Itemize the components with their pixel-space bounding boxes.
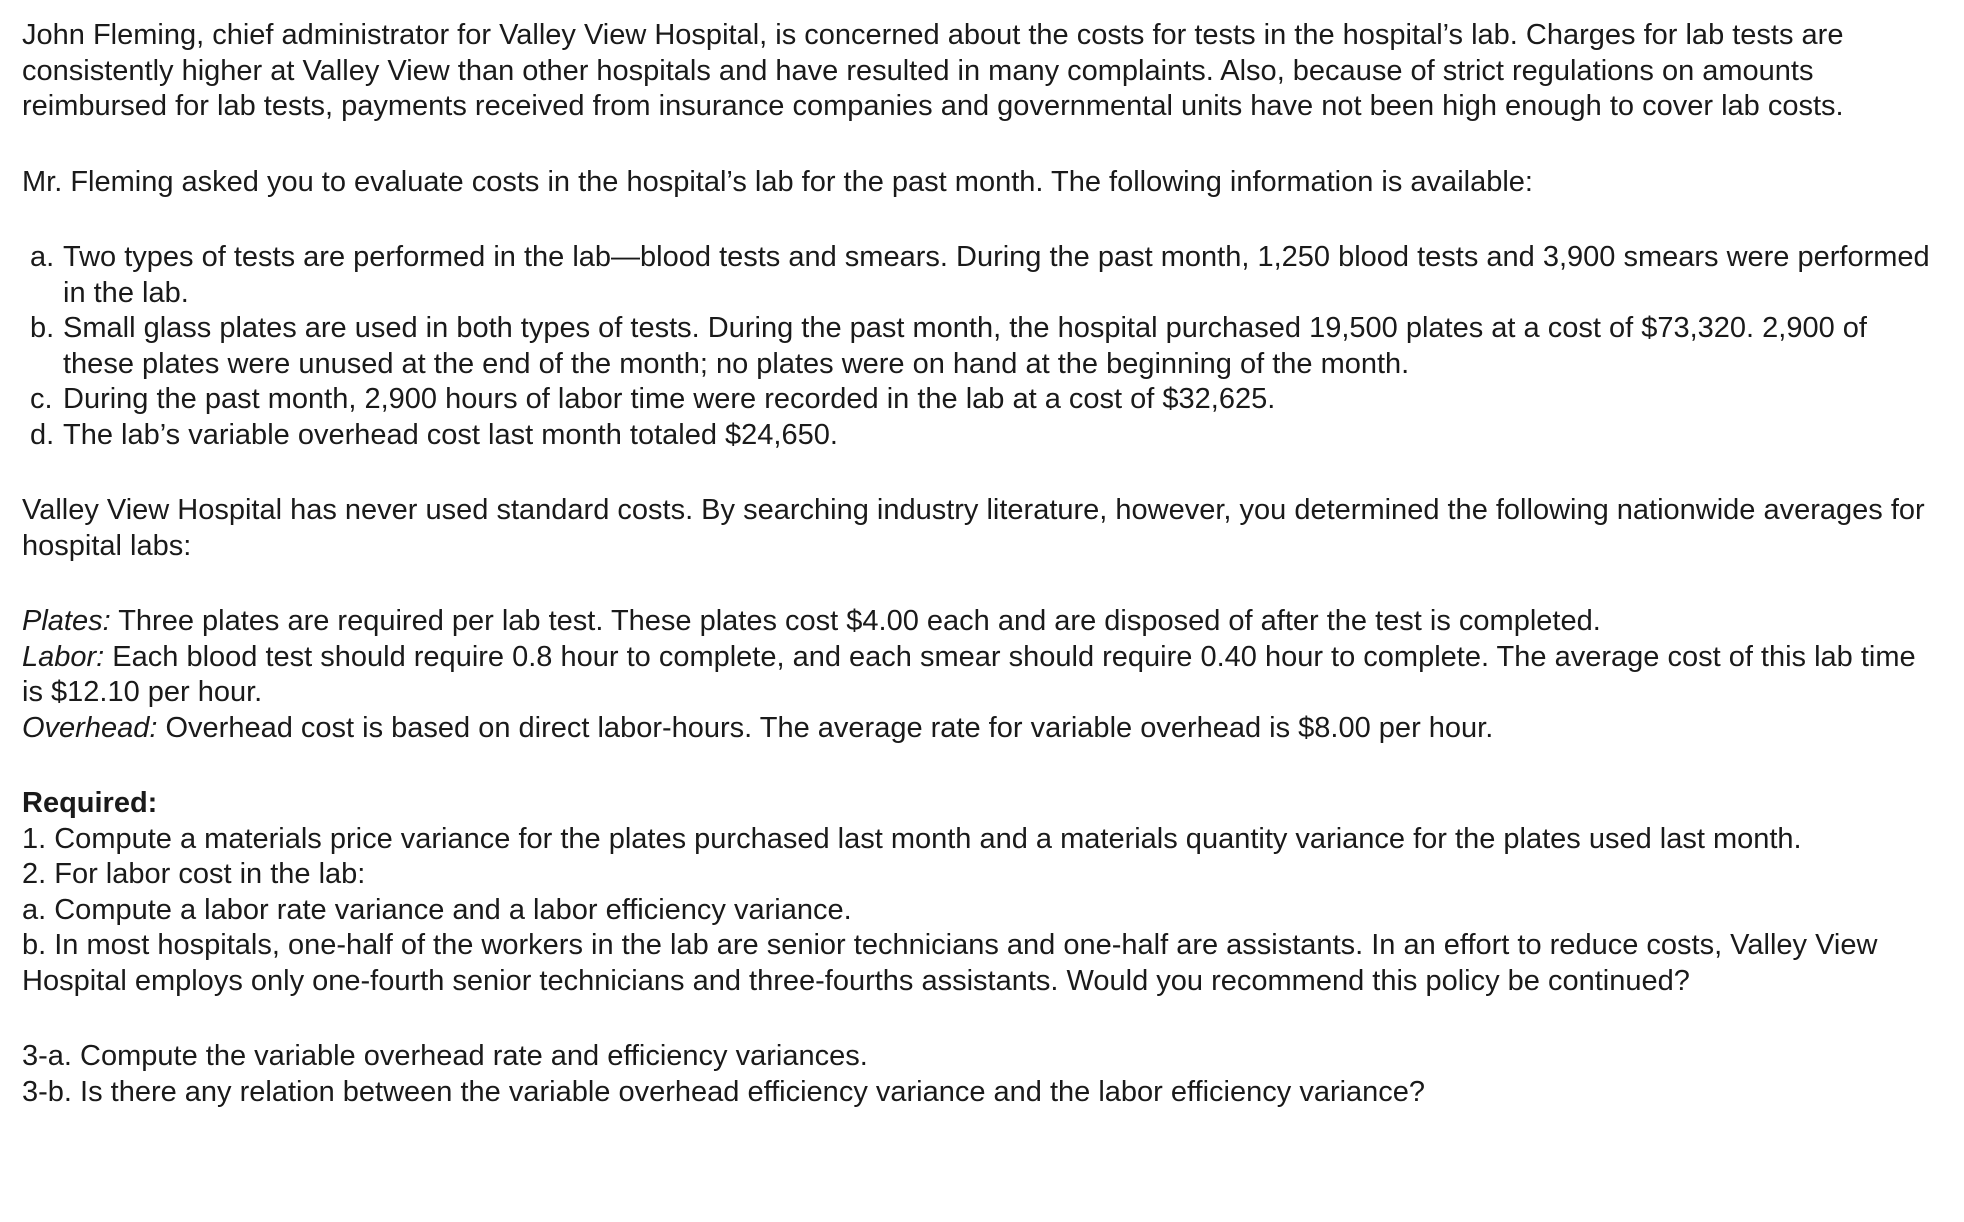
question-3b: 3-b. Is there any relation between the variable overhead efficiency variance and the labor efficiency variance?: [22, 1075, 1426, 1108]
question-3-section: [22, 1039, 1942, 1110]
question-1: 1. Compute a materials price variance for the plates purchased last month and a materials quantity variance for the plates used last month.: [22, 822, 1802, 855]
request-paragraph: Mr. Fleming asked you to evaluate costs in the hospital’s lab for the past month. The following information is available:: [22, 165, 1533, 198]
standards-list: [22, 604, 1942, 746]
fact-text: During the past month, 2,900 hours of labor time were recorded in the lab at a cost of $32,625.: [63, 383, 1276, 415]
question-2b: b. In most hospitals, one-half of the workers in the lab are senior technicians and one-half are assistants. In an effort to reduce costs, Valley View Hospital employs only one-fourth senior technicians and three-fourths assistants. Would you recommend this policy be continued?: [22, 929, 1878, 997]
fact-marker: a.: [30, 241, 55, 273]
question-2a: a. Compute a labor rate variance and a labor efficiency variance.: [22, 893, 852, 926]
fact-marker: c.: [30, 383, 53, 415]
question-2: 2. For labor cost in the lab:: [22, 858, 366, 890]
standard-plates: [22, 604, 1942, 640]
fact-text: The lab’s variable overhead cost last month totaled $24,650.: [63, 418, 838, 451]
facts-list: [22, 240, 1942, 453]
fact-item-c: [22, 382, 1942, 418]
standard-term: Labor:: [22, 640, 105, 673]
standards-intro-paragraph: Valley View Hospital has never used standard costs. By searching industry literature, however, you determined the following nationwide averages for hospital labs:: [22, 494, 1925, 562]
fact-item-a: [22, 240, 1942, 311]
standard-text: Overhead cost is based on direct labor-hours. The average rate for variable overhead is $8.00 per hour.: [157, 711, 1494, 744]
standard-overhead: [22, 711, 1942, 747]
fact-text: Two types of tests are performed in the lab—blood tests and smears. During the past month, 1,250 blood tests and 3,900 smears were performed in the lab.: [63, 241, 1930, 309]
required-section: [22, 786, 1942, 999]
standard-term: Overhead:: [22, 711, 158, 744]
intro-paragraph: John Fleming, chief administrator for Valley View Hospital, is concerned about the costs for tests in the hospital’s lab. Charges for lab tests are consistently higher at Valley View than other hospitals and have resulted in many complaints. Also, because of strict regulations on amounts reimbursed for lab tests, payments received from insurance companies and governmental units have not been high enough to cover lab costs.: [22, 19, 1844, 122]
standard-term: Plates:: [22, 605, 111, 637]
fact-item-d: [22, 418, 1942, 454]
standard-text: Each blood test should require 0.8 hour to complete, and each smear should require 0.40 hour to complete. The average cost of this lab time is $12.10 per hour.: [22, 640, 1916, 708]
fact-marker: b.: [30, 312, 55, 344]
required-heading: Required:: [22, 787, 158, 819]
standard-labor: [22, 640, 1942, 711]
fact-text: Small glass plates are used in both types of tests. During the past month, the hospital purchased 19,500 plates at a cost of $73,320. 2,900 of these plates were unused at the end of the month; no plates were on hand at the beginning of the month.: [63, 312, 1867, 380]
standard-text: Three plates are required per lab test. These plates cost $4.00 each and are disposed of after the test is completed.: [110, 605, 1601, 637]
fact-marker: d.: [30, 418, 55, 451]
question-3a: 3-a. Compute the variable overhead rate and efficiency variances.: [22, 1040, 868, 1072]
fact-item-b: [22, 311, 1942, 382]
